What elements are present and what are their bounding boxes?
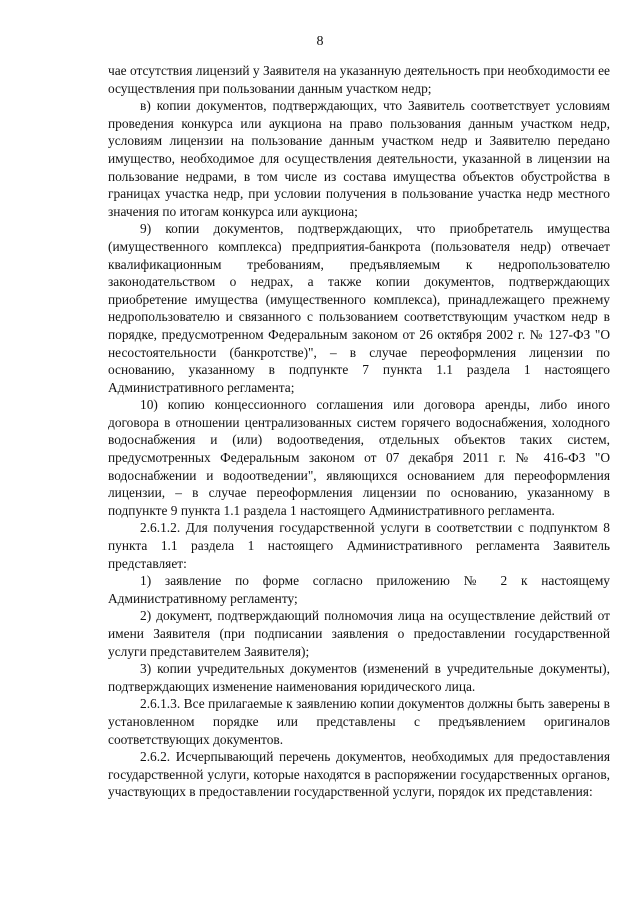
paragraph-2-6-1-2: 2.6.1.2. Для получения государственной услуги в соответствии с подпунктом 8 пункта 1.1 раздела 1 настоящего Административного регламента Заявитель представляет:: [108, 520, 610, 571]
paragraph-item-1: 1) заявление по форме согласно приложению № 2 к настоящему Административному регламенту;: [108, 573, 610, 606]
paragraph-item-2: 2) документ, подтверждающий полномочия лица на осуществление действий от имени Заявителя (при подписании заявления о предоставлении государственной услуги представителем Заявителя);: [108, 608, 610, 659]
paragraph-2-6-1-3: 2.6.1.3. Все прилагаемые к заявлению копии документов должны быть заверены в установленном порядке или представлены с предъявлением оригиналов соответствующих документов.: [108, 696, 610, 747]
page-number: 8: [316, 34, 324, 49]
document-body: [108, 62, 610, 801]
paragraph-item-3: 3) копии учредительных документов (изменений в учредительные документы), подтверждающих изменение наименования юридического лица.: [108, 661, 610, 694]
paragraph-2-6-2: 2.6.2. Исчерпывающий перечень документов, необходимых для предоставления государственной услуги, которые находятся в распоряжении государственных органов, участвующих в предоставлении государственной услуги, порядок их представления:: [108, 749, 610, 800]
paragraph-item-v: в) копии документов, подтверждающих, что Заявитель соответствует условиям проведения конкурса или аукциона на право пользования данным участком недр, условиям лицензии на пользование данным участком недр и Заявителю передано имущество, необходимое для осуществления деятельности, указанной в лицензии на пользование недрами, в том числе из состава имущества объектов обустройства в границах участка недр, при условии получения в пользование участка недр местного значения по итогам конкурса или аукциона;: [108, 98, 610, 219]
paragraph-item-9: 9) копии документов, подтверждающих, что приобретатель имущества (имущественного комплекса) предприятия-банкрота (пользователя недр) отвечает квалификационным требованиям, предъявляемым к недропользователю законодательством о недрах, а также копии документов, подтверждающих приобретение имущества (имущественного комплекса), принадлежащего прежнему недропользователю и связанного с пользованием соответствующим участком недр в порядке, предусмотренном Федеральным законом от 26 октября 2002 г. № 127-ФЗ "О несостоятельности (банкротстве)", – в случае переоформления лицензии по основанию, указанному в подпункте 7 пункта 1.1 раздела 1 настоящего Административного регламента;: [108, 221, 610, 395]
paragraph-item-10: 10) копию концессионного соглашения или договора аренды, либо иного договора в отношении централизованных систем горячего водоснабжения, холодного водоснабжения и (или) водоотведения, отдельных объектов таких систем, предусмотренных Федеральным законом от 07 декабря 2011 г. № 416-ФЗ "О водоснабжении и водоотведении", являющихся основанием для переоформления лицензии, – в случае переоформления лицензии по основанию, указанному в подпункте 9 пункта 1.1 раздела 1 настоящего Административного регламента.: [108, 397, 610, 518]
paragraph-continuation: чае отсутствия лицензий у Заявителя на указанную деятельность при необходимости ее осуществления при пользовании данным участком недр;: [108, 63, 610, 96]
